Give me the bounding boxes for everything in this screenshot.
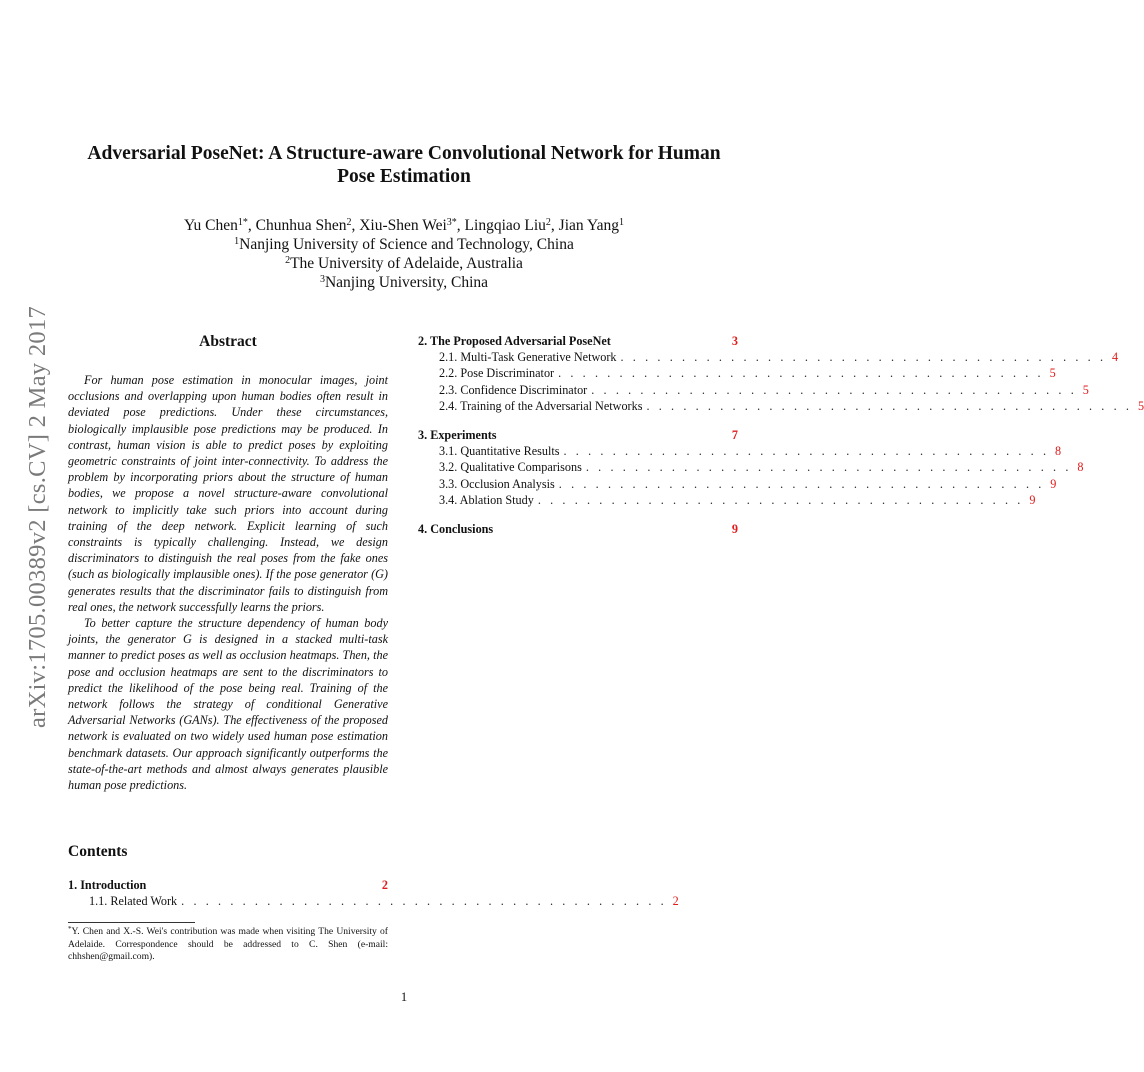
table-of-contents-right	[418, 333, 1144, 537]
toc-entry-label: 3. Experiments	[418, 428, 497, 443]
author-affiliation-mark: 1	[618, 217, 624, 228]
toc-entry-label: 2.4. Training of the Adversarial Networks	[439, 398, 643, 413]
paper-title	[70, 142, 738, 188]
toc-subsection-entry[interactable]	[418, 398, 1144, 414]
author-separator: ,	[351, 217, 360, 234]
contents-heading: Contents	[68, 843, 128, 860]
toc-subsection-entry[interactable]	[418, 476, 1057, 492]
affiliation	[70, 235, 738, 254]
toc-page-link[interactable]: 5	[1082, 382, 1089, 397]
toc-page-link[interactable]: 2	[672, 894, 679, 909]
toc-page-link[interactable]: 9	[1029, 492, 1036, 507]
author-name: Xiu-Shen Wei	[359, 217, 447, 234]
toc-subsection-entry[interactable]	[418, 349, 1119, 365]
author-affiliation-mark: 2	[545, 217, 551, 228]
abstract-paragraph-2: To better capture the structure dependency of human body joints, the generator G is designed in a stacked multi-task manner to predict poses as well as occlusion heatmaps. Then, the pose and occlusion heatmaps are sent to the discriminators to predict the likelihood of the pose being real. Training of the network follows the strategy of conditional Generative Adversarial Networks (GANs). The effectiveness of the proposed network is evaluated on two widely used human pose estimation benchmark datasets. Our approach significantly outperforms the state-of-the-art methods and almost always generates plausible human pose predictions.	[68, 616, 388, 793]
affiliation-name: Nanjing University of Science and Technology, China	[239, 236, 574, 253]
toc-page-link[interactable]: 5	[1137, 398, 1144, 413]
toc-dot-leader: . . . . . . . . . . . . . . . . . . . . . . . . . . . . . . . . . . . . . . . .	[537, 492, 1024, 507]
author-name: Jian Yang	[558, 217, 619, 234]
toc-entry-label: 3.2. Qualitative Comparisons	[439, 460, 582, 475]
author-name: Chunhua Shen	[255, 217, 347, 234]
footnote	[68, 926, 388, 964]
paper-title-line-2: Pose Estimation	[337, 166, 471, 187]
toc-spacer	[418, 414, 738, 427]
affiliation-mark: 1	[234, 236, 240, 247]
toc-subsection-entry[interactable]	[68, 893, 679, 909]
toc-subsection-entry[interactable]	[418, 492, 1036, 508]
toc-page-link[interactable]: 7	[731, 428, 738, 443]
toc-page-link[interactable]: 3	[731, 334, 738, 348]
toc-entry-label: 2.3. Confidence Discriminator	[439, 382, 588, 397]
toc-entry-label: 2.2. Pose Discriminator	[439, 366, 555, 381]
affiliation	[70, 273, 738, 292]
toc-subsection-entry[interactable]	[418, 365, 1056, 381]
page-number: 1	[400, 990, 408, 1004]
footnote-mark: *	[68, 925, 72, 933]
arxiv-identifier: arXiv:1705.00389v2 [cs.CV] 2 May 2017	[24, 305, 51, 729]
toc-page-link[interactable]: 4	[1112, 350, 1119, 365]
paper-title-line-1: Adversarial PoseNet: A Structure-aware Convolutional Network for Human	[87, 143, 721, 164]
author-separator: ,	[550, 217, 559, 234]
toc-dot-leader: . . . . . . . . . . . . . . . . . . . . . . . . . . . . . . . . . . . . . . . .	[646, 398, 1133, 413]
toc-entry-label: 3.1. Quantitative Results	[439, 444, 560, 459]
toc-dot-leader: . . . . . . . . . . . . . . . . . . . . . . . . . . . . . . . . . . . . . . . .	[620, 350, 1107, 365]
affiliation-name: Nanjing University, China	[324, 274, 488, 291]
abstract-section	[68, 333, 388, 793]
author-affiliation-mark: 3*	[446, 217, 457, 228]
author-name: Lingqiao Liu	[464, 217, 546, 234]
affiliation-mark: 2	[285, 255, 291, 266]
abstract-heading: Abstract	[199, 333, 257, 350]
toc-subsection-entry[interactable]	[418, 459, 1084, 475]
toc-page-link[interactable]: 8	[1055, 444, 1062, 459]
affiliation-name: The University of Adelaide, Australia	[290, 255, 523, 272]
toc-section-entry[interactable]	[68, 877, 388, 893]
toc-subsection-entry[interactable]	[418, 382, 1089, 398]
toc-entry-label: 1.1. Related Work	[89, 894, 178, 909]
author-list	[70, 216, 738, 235]
affiliation	[70, 254, 738, 273]
toc-dot-leader: . . . . . . . . . . . . . . . . . . . . . . . . . . . . . . . . . . . . . . . .	[558, 476, 1045, 491]
toc-entry-label: 2. The Proposed Adversarial PoseNet	[418, 334, 611, 348]
toc-spacer	[418, 508, 738, 521]
arxiv-sidebar	[23, 280, 53, 755]
affiliation-list	[70, 235, 738, 292]
toc-section-entry[interactable]	[418, 333, 738, 349]
toc-page-link[interactable]: 9	[731, 522, 738, 537]
table-of-contents-left	[68, 877, 679, 909]
toc-section-entry[interactable]	[418, 427, 738, 443]
abstract-paragraph-1: For human pose estimation in monocular images, joint occlusions and overlapping upon human bodies often result in deviated pose predictions. Under these circumstances, biologically implausible pose predictions may be produced. In contrast, human vision is able to predict poses by exploiting geometric constraints of joint inter-connectivity. To address the problem by incorporating priors about the structure of human bodies, we propose a novel structure-aware convolutional network to implicitly take such priors into account during training of the deep network. Explicit learning of such constraints is typically challenging. Instead, we design discriminators to distinguish the real poses from the fake ones (such as biologically implausible ones). If the pose generator (G) generates results that the discriminator fails to distinguish from real ones, the network successfully learns the priors.	[68, 373, 388, 614]
toc-entry-label: 3.3. Occlusion Analysis	[439, 476, 555, 491]
toc-page-link[interactable]: 2	[381, 878, 388, 892]
toc-subsection-entry[interactable]	[418, 443, 1062, 459]
toc-entry-label: 2.1. Multi-Task Generative Network	[439, 350, 617, 365]
author-block	[70, 216, 738, 292]
footnote-divider	[68, 922, 195, 923]
toc-dot-leader: . . . . . . . . . . . . . . . . . . . . . . . . . . . . . . . . . . . . . . . .	[563, 444, 1050, 459]
toc-dot-leader: . . . . . . . . . . . . . . . . . . . . . . . . . . . . . . . . . . . . . . . .	[558, 366, 1044, 381]
toc-dot-leader: . . . . . . . . . . . . . . . . . . . . . . . . . . . . . . . . . . . . . . . .	[585, 460, 1072, 475]
toc-section-entry[interactable]	[418, 521, 738, 537]
toc-page-link[interactable]: 9	[1050, 476, 1057, 491]
toc-dot-leader: . . . . . . . . . . . . . . . . . . . . . . . . . . . . . . . . . . . . . . . .	[591, 382, 1077, 397]
toc-page-link[interactable]: 5	[1049, 366, 1056, 381]
author-separator: ,	[247, 217, 256, 234]
toc-page-link[interactable]: 8	[1077, 460, 1084, 475]
affiliation-mark: 3	[319, 274, 325, 285]
toc-entry-label: 1. Introduction	[68, 878, 147, 892]
author-affiliation-mark: 1*	[237, 217, 248, 228]
toc-entry-label: 4. Conclusions	[418, 522, 494, 537]
author-name: Yu Chen	[184, 217, 238, 234]
footnote-text: Y. Chen and X.-S. Wei's contribution was made when visiting The University of Adelaide. Correspondence should be addressed to C. Shen (e-mail: chhshen@gmail.com).	[68, 926, 388, 963]
toc-dot-leader: . . . . . . . . . . . . . . . . . . . . . . . . . . . . . . . . . . . . . . . .	[181, 894, 667, 909]
author-separator: ,	[456, 217, 465, 234]
toc-entry-label: 3.4. Ablation Study	[439, 492, 534, 507]
author-affiliation-mark: 2	[346, 217, 352, 228]
